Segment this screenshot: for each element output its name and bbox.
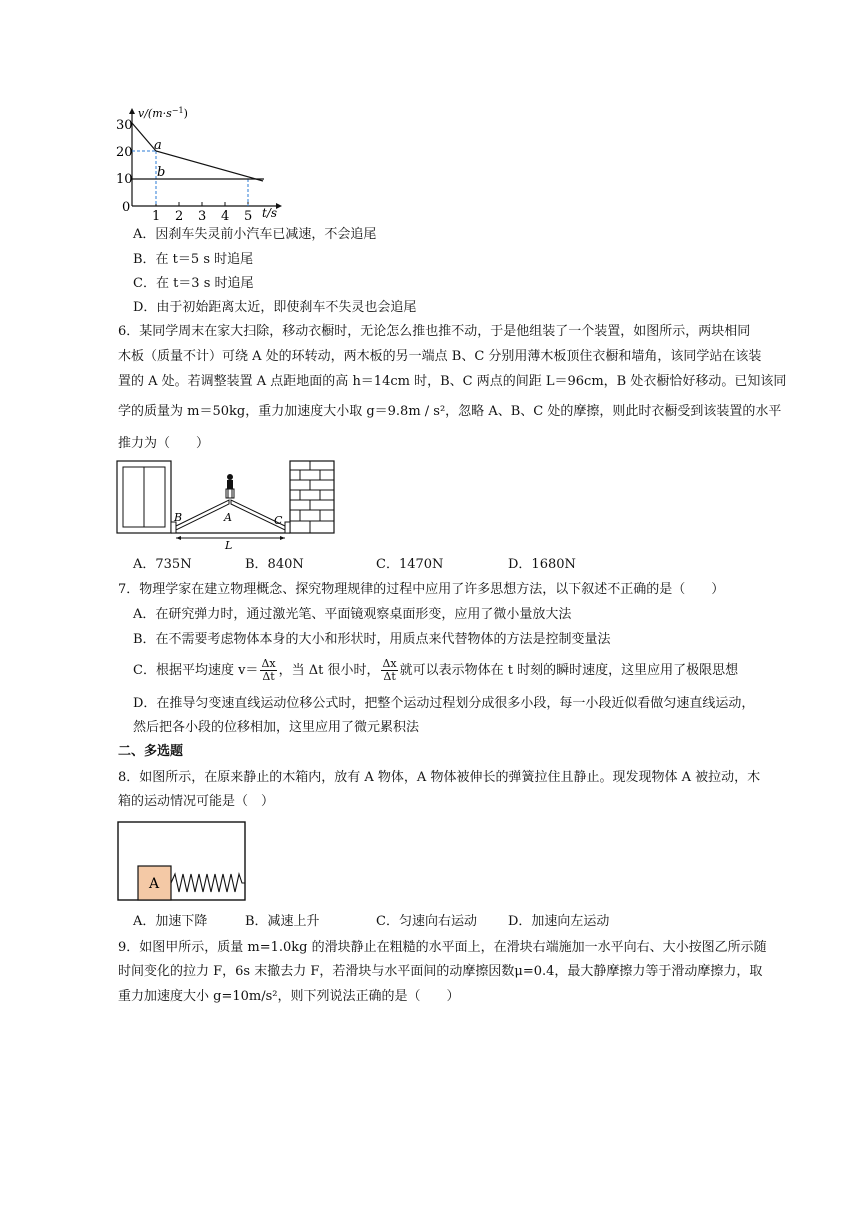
q9-line-2: 时间变化的拉力 F，6s 末撤去力 F，若滑块与水平面间的动摩擦因数μ=0.4，最大静摩擦力等于滑动摩擦力，取 [118, 964, 763, 979]
wardrobe-figure [114, 458, 339, 553]
label-b: B [174, 511, 183, 524]
q8-line-1: 8．如图所示，在原来静止的木箱内，放有 A 物体，A 物体被伸长的弹簧拉住且静止。现发现物体 A 被拉动，木 [118, 770, 761, 785]
line-b-label: b [157, 165, 166, 180]
label-a: A [224, 511, 232, 524]
y-tick-20: 20 [116, 145, 133, 160]
q6-option-b: B．840N [245, 557, 304, 572]
line-a-label: a [154, 138, 162, 153]
q6-option-c: C．1470N [376, 557, 444, 572]
q7-option-a: A．在研究弹力时，通过激光笔、平面镜观察桌面形变，应用了微小量放大法 [133, 607, 572, 622]
x-tick-2: 2 [175, 209, 184, 224]
x-axis-label: t/s [262, 206, 278, 220]
y-axis-label: $v/(m\cdot s^{-1})$ [138, 106, 188, 120]
q9-line-3: 重力加速度大小 g=10m/s²，则下列说法正确的是（ ） [118, 989, 460, 1004]
q7-option-b: B．在不需要考虑物体本身的大小和形状时，用质点来代替物体的方法是控制变量法 [133, 632, 611, 647]
q6-line-1: 6．某同学周末在家大扫除，移动衣橱时，无论怎么推也推不动，于是他组装了一个装置，如图所示，两块相同 [118, 324, 751, 339]
q8-line-2: 箱的运动情况可能是（ ） [118, 794, 275, 809]
y-tick-10: 10 [116, 172, 133, 187]
q8-option-a: A．加速下降 [133, 914, 208, 929]
q5-option-b: B．在 t＝5 s 时追尾 [133, 252, 254, 267]
vt-graph [108, 100, 288, 225]
q6-option-a: A．735N [133, 557, 192, 572]
box-spring-figure [116, 820, 248, 904]
x-tick-5: 5 [244, 209, 253, 224]
q7-option-d-2: 然后把各小段的位移相加，这里应用了微元累积法 [133, 720, 420, 735]
fraction-dx-dt-2: $\frac{\Delta x}{\Delta t}$ [382, 657, 397, 683]
q7-stem: 7．物理学家在建立物理概念、探究物理规律的过程中应用了许多思想方法，以下叙述不正确的是（ ） [118, 582, 725, 597]
section-title-multiple-choice: 二、多选题 [118, 744, 184, 759]
q5-option-c: C．在 t＝3 s 时追尾 [133, 276, 254, 291]
q9-line-1: 9．如图甲所示，质量 m=1.0kg 的滑块静止在粗糙的水平面上，在滑块右端施加一水平向右、大小按图乙所示随 [118, 940, 767, 955]
q5-option-a: A．因刹车失灵前小汽车已减速，不会追尾 [133, 227, 377, 242]
box-a-label: A [149, 876, 160, 892]
x-tick-1: 1 [152, 209, 161, 224]
q7-option-d-1: D．在推导匀变速直线运动位移公式时，把整个运动过程划分成很多小段，每一小段近似看做匀速直线运动， [133, 696, 755, 711]
label-c: C [274, 514, 283, 527]
fraction-dx-dt: $\frac{\Delta x}{\Delta t}$ [261, 657, 276, 683]
q7-option-c: C．根据平均速度 v＝ $\frac{\Delta x}{\Delta t}$ ，当 Δt 很小时， $\frac{\Delta x}{\Delta t}$ 就可以表示物体在 t 时刻的瞬时速度，这里应用了极限思想 [133, 657, 739, 683]
q5-option-d: D．由于初始距离太近，即使刹车不失灵也会追尾 [133, 300, 417, 315]
q6-line-4: 学的质量为 m＝50kg，重力加速度大小取 g＝9.8m / s²，忽略 A、B、C 处的摩擦，则此时衣橱受到该装置的水平 [118, 404, 782, 419]
y-tick-30: 30 [116, 118, 133, 133]
q6-line-5: 推力为（ ） [118, 436, 210, 451]
q8-option-c: C．匀速向右运动 [376, 914, 477, 929]
label-l: L [225, 539, 233, 552]
q8-option-b: B．减速上升 [245, 914, 320, 929]
x-tick-4: 4 [221, 209, 230, 224]
q6-line-2: 木板（质量不计）可绕 A 处的环转动，两木板的另一端点 B、C 分别用薄木板顶住衣橱和墙角，该同学站在该装 [118, 349, 762, 364]
y-tick-0: 0 [122, 200, 131, 215]
q6-option-d: D．1680N [508, 557, 576, 572]
x-tick-3: 3 [198, 209, 207, 224]
q6-line-3: 置的 A 处。若调整装置 A 点距地面的高 h＝14cm 时，B、C 两点的间距 L＝96cm，B 处衣橱恰好移动。已知该同 [118, 374, 787, 389]
q8-option-d: D．加速向左运动 [508, 914, 610, 929]
